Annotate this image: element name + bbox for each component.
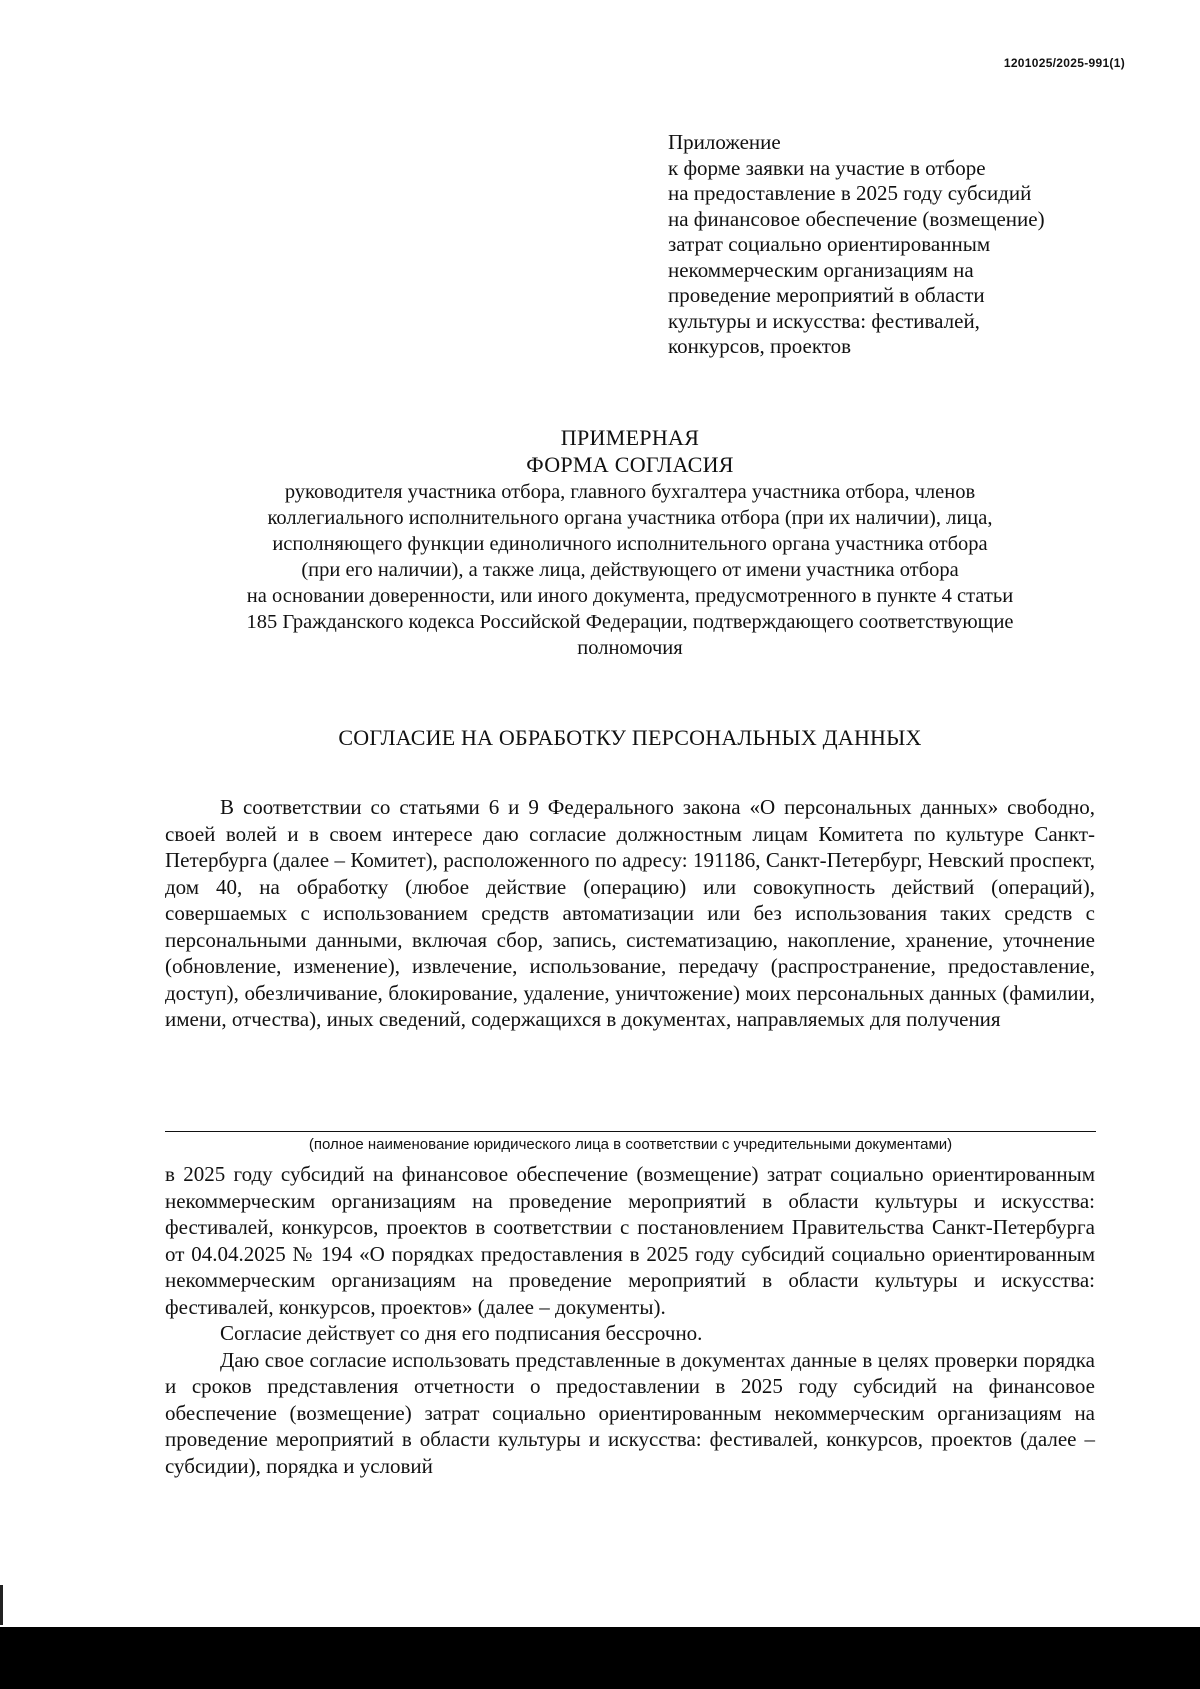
appendix-line: на предоставление в 2025 году субсидий xyxy=(668,181,1032,205)
subtitle-line: 185 Гражданского кодекса Российской Федерации, подтверждающего соответствующие xyxy=(246,611,1014,633)
legal-entity-name-field[interactable] xyxy=(165,1131,1096,1132)
consent-title: СОГЛАСИЕ НА ОБРАБОТКУ ПЕРСОНАЛЬНЫХ ДАННЫХ xyxy=(338,725,922,750)
appendix-line: конкурсов, проектов xyxy=(668,334,852,358)
body-section-1 xyxy=(165,794,1095,1033)
appendix-line: на финансовое обеспечение (возмещение) xyxy=(668,206,1045,231)
appendix-line: затрат социально ориентированным xyxy=(668,232,991,256)
form-subtitle xyxy=(165,479,1095,661)
appendix-line: культуры и искусства: фестивалей, xyxy=(668,308,980,333)
subtitle-line: полномочия xyxy=(577,637,683,659)
field-caption: (полное наименование юридического лица в соответствии с учредительными документами) xyxy=(308,1136,953,1153)
subtitle-line: исполняющего функции единоличного исполнительного органа участника отбора xyxy=(272,533,988,555)
scan-bottom-bar xyxy=(0,1627,1200,1689)
paragraph-usage-consent: Даю свое согласие использовать представленные в документах данные в целях проверки порядка и сроков представления отчетности о предоставлении в 2025 году субсидий на финансовое обеспечение (возмещение) затрат социально ориентированным некоммерческим организациям на проведение мероприятий в области культуры и искусства: фестивалей, конкурсов, проектов (далее – субсидии), порядка и условий xyxy=(165,1347,1095,1478)
appendix-note xyxy=(668,130,1138,360)
paragraph-personal-data-consent: В соответствии со статьями 6 и 9 Федерального закона «О персональных данных» свободно, своей волей и в своем интересе даю согласие должностным лицам Комитета по культуре Санкт-Петербурга (далее – Комитет), расположенного по адресу: 191186, Санкт-Петербург, Невский проспект, дом 40, на обработку (любое действие (операцию) или совокупность действий (операций), совершаемых с использованием средств автоматизации или без использования таких средств с персональными данными, включая сбор, запись, систематизацию, накопление, хранение, уточнение (обновление, изменение), извлечение, использование, передачу (распространение, предоставление, доступ), обезличивание, блокирование, удаление, уничтожение) моих персональных данных (фамилии, имени, отчества), иных сведений, содержащихся в документах, направляемых для получения xyxy=(165,795,1095,1031)
appendix-line: проведение мероприятий в области xyxy=(668,283,985,307)
paragraph-validity: Согласие действует со дня его подписания бессрочно. xyxy=(220,1321,703,1345)
scan-edge-mark xyxy=(0,1585,3,1625)
appendix-line: Приложение xyxy=(668,130,781,154)
appendix-line: к форме заявки на участие в отборе xyxy=(668,155,986,180)
subtitle-line: коллегиального исполнительного органа участника отбора (при их наличии), лица, xyxy=(267,507,993,529)
subtitle-line: на основании доверенности, или иного документа, предусмотренного в пункте 4 статьи xyxy=(246,585,1014,607)
document-id: 1201025/2025-991(1) xyxy=(1003,56,1125,70)
title-consent-form: ФОРМА СОГЛАСИЯ xyxy=(526,452,734,477)
paragraph-subsidy: в 2025 году субсидий на финансовое обеспечение (возмещение) затрат социально ориентированным некоммерческим организациям на проведение мероприятий в области культуры и искусства: фестивалей, конкурсов, проектов в соответствии с постановлением Правительства Санкт-Петербурга от 04.04.2025 № 194 «О порядках предоставления в 2025 году субсидий социально ориентированным некоммерческим организациям на проведение мероприятий в области культуры и искусства: фестивалей, конкурсов, проектов» (далее – документы). xyxy=(165,1162,1095,1319)
title-sample: ПРИМЕРНАЯ xyxy=(560,425,700,450)
appendix-line: некоммерческим организациям на xyxy=(668,257,974,282)
body-section-2 xyxy=(165,1161,1095,1479)
subtitle-line: руководителя участника отбора, главного бухгалтера участника отбора, членов xyxy=(284,481,976,503)
subtitle-line: (при его наличии), а также лица, действующего от имени участника отбора xyxy=(301,559,959,581)
